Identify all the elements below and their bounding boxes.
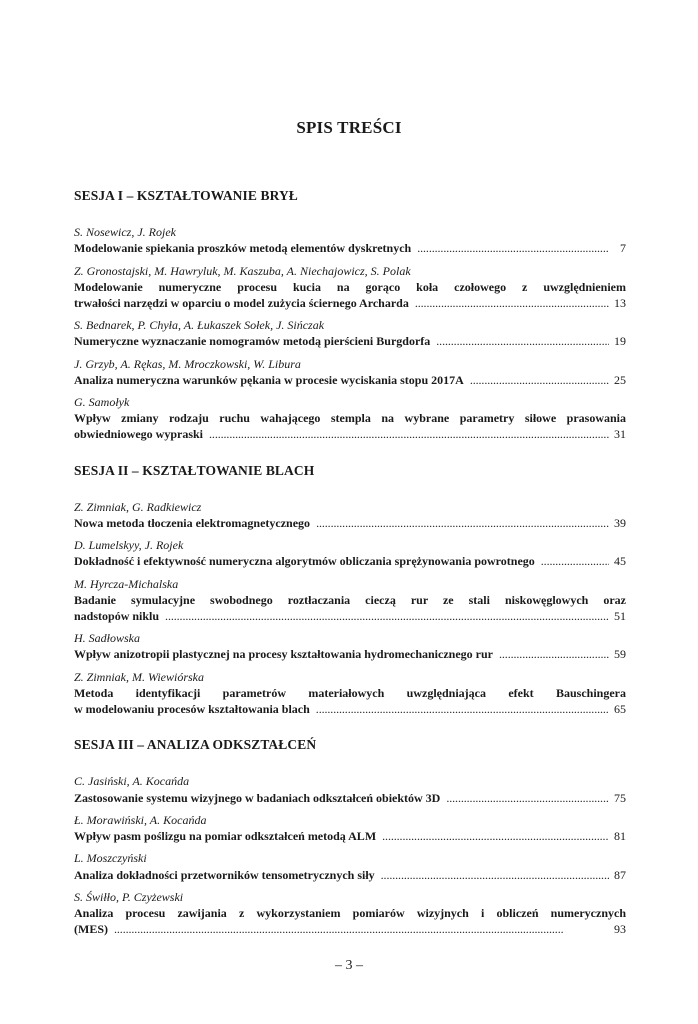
table-of-contents [74,188,626,957]
toc-entry [74,850,626,882]
dot-leader [436,333,609,349]
entry-authors: L. Moszczyński [74,851,147,866]
entry-authors: S. Bednarek, P. Chyła, A. Łukaszek Sołek, J. Sińczak [74,318,325,333]
toc-entry [74,499,626,531]
entry-page: 51 [614,609,626,624]
entry-title-line: Analiza procesu zawijania z wykorzystaniem pomiarów wizyjnych i obliczeń numerycznych [74,905,626,920]
dot-leader [381,867,609,883]
entry-title: Dokładność i efektywność numeryczna algorytmów obliczania sprężynowania powrotnego [74,554,535,569]
dot-leader [470,372,609,388]
section-title: SESJA II – KSZTAŁTOWANIE BLACH [74,462,315,478]
entry-title: Wpływ pasm poślizgu na pomiar odkształceń metodą ALM [74,829,377,844]
section-title: SESJA III – ANALIZA ODKSZTAŁCEŃ [74,737,317,753]
entry-authors: G. Samołyk [74,395,130,410]
entry-authors: M. Hyrcza-Michalska [74,576,179,591]
dot-leader [114,921,609,937]
dot-leader [417,240,609,256]
entry-title: obwiedniowego wypraski [74,427,204,442]
toc-section [74,463,626,718]
toc-entry [74,537,626,569]
toc-entry [74,317,626,349]
toc-entry [74,356,626,388]
page-number: – 3 – [335,958,363,973]
entry-page: 59 [614,647,626,662]
toc-section [74,188,626,443]
dot-leader [165,608,609,624]
entry-title: Nowa metoda tłoczenia elektromagnetycznego [74,516,311,531]
section-title: SESJA I – KSZTAŁTOWANIE BRYŁ [74,188,298,203]
dot-leader [382,828,609,844]
entry-title: Modelowanie spiekania proszków metodą elementów dyskretnych [74,241,412,256]
entry-title: w modelowaniu procesów kształtowania blach [74,702,310,717]
dot-leader [316,515,609,531]
entry-authors: Z. Zimniak, M. Wiewiórska [74,669,205,684]
entry-title: Analiza dokładności przetworników tensometrycznych siły [74,867,375,882]
entry-authors: C. Jasiński, A. Kocańda [74,774,190,789]
dot-leader [316,701,609,717]
entry-authors: Z. Zimniak, G. Radkiewicz [74,499,202,514]
entry-title: Numeryczne wyznaczanie nomogramów metodą pierścieni Burgdorfa [74,334,431,349]
entry-page: 87 [614,867,626,882]
dot-leader [209,426,609,442]
entry-page: 45 [614,554,626,569]
entry-authors: S. Świłło, P. Czyżewski [74,889,184,904]
toc-entry [74,394,626,443]
entry-authors: Ł. Morawiński, A. Kocańda [74,812,207,827]
entry-title: Wpływ anizotropii plastycznej na procesy kształtowania hydromechanicznego rur [74,647,493,662]
entry-authors: D. Lumelskyy, J. Rojek [74,538,184,553]
entry-authors: J. Grzyb, A. Rękas, M. Mroczkowski, W. Libura [74,356,301,371]
entry-title: nadstopów niklu [74,609,160,624]
entry-title: Analiza numeryczna warunków pękania w procesie wyciskania stopu 2017A [74,372,464,387]
entry-title: Zastosowanie systemu wizyjnego w badaniach odkształceń obiektów 3D [74,790,441,805]
entry-page: 31 [614,427,626,442]
toc-entry [74,630,626,662]
entry-title-line: Metoda identyfikacji parametrów materiałowych uwzględniająca efekt Bauschingera [74,685,626,700]
page-title: SPIS TREŚCI [296,118,402,137]
dot-leader [499,646,609,662]
entry-page: 93 [614,922,626,937]
toc-entry [74,263,626,312]
entry-page: 7 [620,241,626,256]
entry-authors: Z. Gronostajski, M. Hawryluk, M. Kaszuba, A. Niechajowicz, S. Polak [74,263,411,278]
toc-entry [74,889,626,938]
entry-page: 65 [614,702,626,717]
entry-page: 75 [614,790,626,805]
entry-page: 19 [614,334,626,349]
entry-page: 39 [614,516,626,531]
entry-title-line: Wpływ zmiany rodzaju ruchu wahającego stempla na wybrane parametry siłowe prasowania [74,411,626,426]
entry-title: trwałości narzędzi w oparciu o model zużycia ściernego Archarda [74,296,409,311]
dot-leader [446,790,609,806]
toc-entry [74,576,626,625]
entry-page: 81 [614,829,626,844]
toc-entry [74,773,626,805]
entry-title-line: Modelowanie numeryczne procesu kucia na gorąco koła czołowego z uwzględnieniem [74,279,626,294]
toc-entry [74,812,626,844]
dot-leader [541,553,609,569]
dot-leader [415,295,609,311]
entry-authors: H. Sadłowska [74,631,140,646]
toc-section [74,737,626,937]
entry-page: 13 [614,296,626,311]
entry-page: 25 [614,372,626,387]
toc-entry [74,224,626,256]
entry-title: (MES) [74,922,108,937]
entry-authors: S. Nosewicz, J. Rojek [74,225,176,240]
toc-entry [74,669,626,718]
entry-title-line: Badanie symulacyjne swobodnego roztłaczania cieczą rur ze stali niskowęglowych oraz [74,592,626,607]
